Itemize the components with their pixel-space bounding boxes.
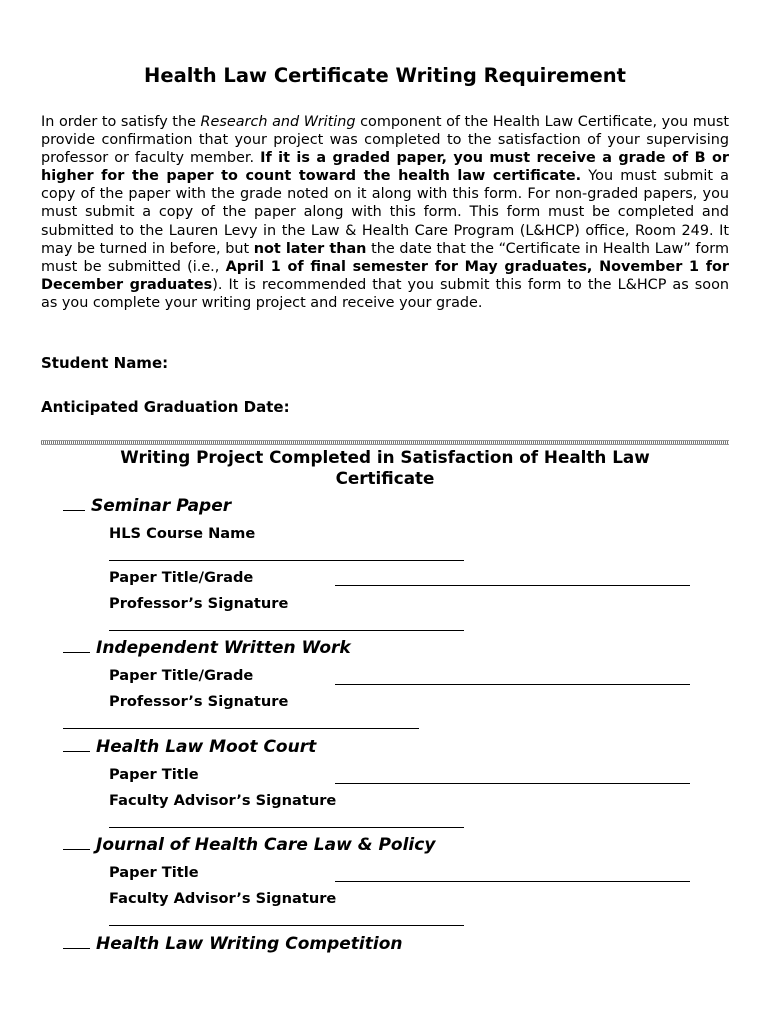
option-journal[interactable] (63, 835, 435, 855)
moot-court-advisor-signature-label: Faculty Advisor’s Signature (109, 792, 337, 809)
independent-paper-title-grade-line[interactable] (335, 684, 690, 685)
independent-paper-title-grade-label: Paper Title/Grade (109, 667, 254, 684)
seminar-professor-signature-line[interactable] (109, 630, 464, 631)
independent-checkbox-blank[interactable] (63, 638, 90, 653)
journal-paper-title-line[interactable] (335, 881, 690, 882)
intro-italic-research: Research and Writing (200, 114, 356, 130)
intro-text-5: ). It is recommended that you submit this form to the L&HCP as soon as you complete your writing project and receive your grade. (41, 276, 730, 311)
option-seminar-label: Seminar Paper (91, 496, 232, 516)
journal-checkbox-blank[interactable] (63, 835, 90, 850)
option-independent-label: Independent Written Work (96, 638, 351, 658)
journal-advisor-signature-line[interactable] (109, 925, 464, 926)
journal-advisor-signature-label: Faculty Advisor’s Signature (109, 890, 337, 907)
intro-text-4: the date that the “Certificate in Health Law” form must be submitted (i.e., (41, 240, 729, 275)
seminar-paper-title-grade-label: Paper Title/Grade (109, 569, 254, 586)
intro-text-1: In order to satisfy the (41, 114, 201, 130)
journal-paper-title-label: Paper Title (109, 864, 199, 881)
competition-checkbox-blank[interactable] (63, 934, 90, 949)
page-title: Health Law Certificate Writing Requirement (144, 64, 626, 87)
student-name-label: Student Name: (41, 354, 169, 372)
independent-professor-signature-line[interactable] (63, 728, 419, 729)
intro-bold-deadlines: April 1 of final semester for May graduates, November 1 for December graduates (41, 258, 729, 293)
seminar-professor-signature-label: Professor’s Signature (109, 595, 289, 612)
option-competition-label: Health Law Writing Competition (96, 934, 403, 954)
section-heading: Writing Project Completed in Satisfaction of Health Law Certificate (120, 447, 650, 488)
moot-court-checkbox-blank[interactable] (63, 737, 90, 752)
section-divider (41, 440, 729, 445)
moot-court-paper-title-label: Paper Title (109, 766, 199, 783)
seminar-paper-title-grade-line[interactable] (335, 585, 690, 586)
intro-text-3: You must submit a copy of the paper with the grade noted on it along with this form. For non-graded papers, you must submit a copy of the paper along with this form. This form must be completed and submitted to the Lauren Levy in the Law & Health Care Program (L&HCP) office, Room 249. It may be turned in before, but (41, 168, 729, 257)
option-independent-work[interactable] (63, 638, 351, 658)
option-moot-court-label: Health Law Moot Court (96, 737, 317, 757)
moot-court-paper-title-line[interactable] (335, 783, 690, 784)
independent-professor-signature-label: Professor’s Signature (109, 693, 289, 710)
option-seminar-paper[interactable] (63, 496, 231, 516)
intro-bold-not-later: not later than (253, 240, 367, 257)
option-journal-label: Journal of Health Care Law & Policy (96, 835, 436, 855)
intro-text-2: component of the Health Law Certificate, you must provide confirmation that your project was completed to the satisfaction of your supervising professor or faculty member. (41, 114, 729, 167)
moot-court-advisor-signature-line[interactable] (109, 827, 464, 828)
seminar-checkbox-blank[interactable] (63, 496, 85, 511)
intro-paragraph (41, 113, 729, 312)
option-writing-competition[interactable] (63, 934, 403, 954)
intro-bold-grade: If it is a graded paper, you must receive a grade of B or higher for the paper to count toward the health law certificate. (41, 150, 729, 185)
graduation-date-label: Anticipated Graduation Date: (41, 398, 290, 416)
hls-course-name-line[interactable] (109, 560, 464, 561)
hls-course-name-label: HLS Course Name (109, 525, 256, 542)
option-moot-court[interactable] (63, 737, 316, 757)
